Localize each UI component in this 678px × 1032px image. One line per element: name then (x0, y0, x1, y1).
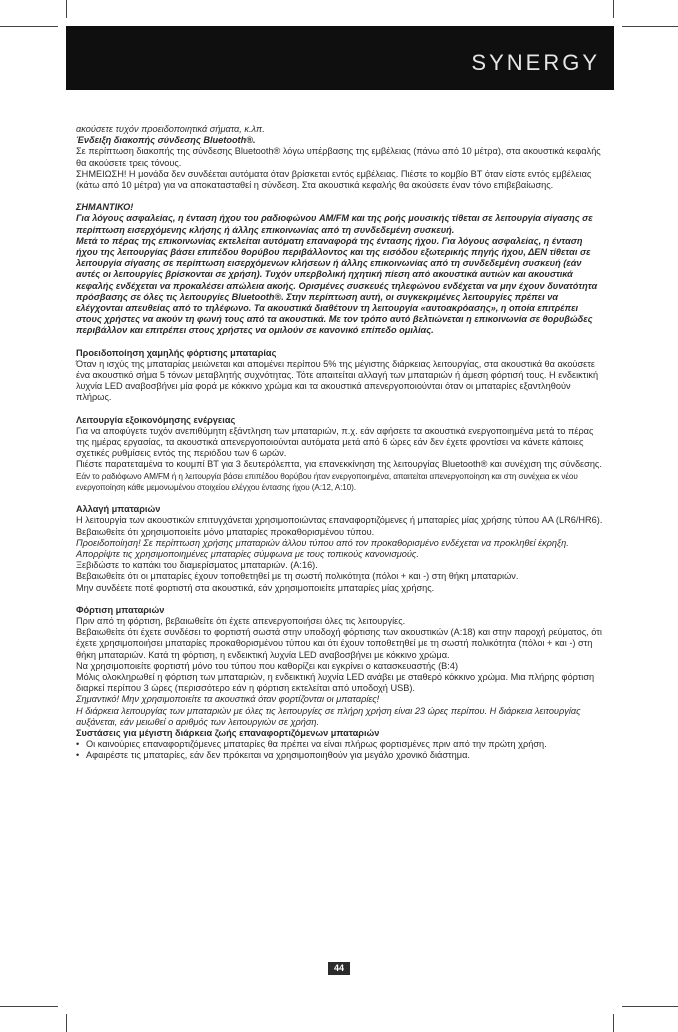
intro-heading: Ένδειξη διακοπής σύνδεσης Bluetooth®. (76, 135, 256, 146)
crop-mark (613, 1014, 614, 1032)
crop-mark (0, 1006, 58, 1007)
section-paragraph: Πιέστε παρατεταμένα το κουμπί BT για 3 δευτερόλεπτα, για επανεκκίνηση της λειτουργίας Bluetooth® και συνέχιση της σύνδεσης. (76, 459, 602, 470)
section-paragraph: Όταν η ισχύς της μπαταρίας μειώνεται και απομένει περίπου 5% της μέγιστης διάρκειας λειτουργίας, στα ακουστικά θα ακούσετε ένα ακουστικό σήμα 5 τόνων μεταβλητής συχνότητας. Τότε απαιτείται αλλαγή των μπαταριών ή άμεση φόρτισή τους. Η ενδεικτική λυχνία LED αναβοσβήνει μία φορά με κόκκινο χρώμα και τα ακουστικά απενεργοποιούνται όταν οι μπαταρίες εξαντληθούν πλήρως. (76, 358, 599, 403)
section-title: Λειτουργία εξοικονόμησης ενέργειας (76, 414, 236, 425)
section-paragraph: Πριν από τη φόρτιση, βεβαιωθείτε ότι έχετε απενεργοποιήσει όλες τις λειτουργίες. (76, 615, 406, 626)
section-paragraph: Μην συνδέετε ποτέ φορτιστή στα ακουστικά, εάν χρησιμοποιείτε μπαταρίες μίας χρήσης. (76, 582, 435, 593)
crop-mark (66, 0, 67, 18)
crop-mark (613, 0, 614, 18)
tips-title: Συστάσεις για μέγιστη διάρκεια ζωής επαναφορτιζόμενων μπαταριών (76, 727, 380, 738)
important-paragraph: Μετά το πέρας της επικοινωνίας εκτελείται αυτόματη επαναφορά της έντασης ήχου. Για λόγους ασφαλείας, η ένταση ήχου της λειτουργίας βάσει επιπέδου θορύβου περιβάλλοντος και της εισόδου εξωτερικής πηγής ήχου, ΔΕΝ τίθεται σε λειτουργία σίγασης σε περίπτωση εισερχόμενων κλήσεων ή άλλης επικοινωνίας από τη συνδεδεμένη συσκευή (εάν αυτές οι λειτουργίες βρίσκονται σε χρήση). Τυχόν υπερβολική ηχητική πίεση από ακουστικά αυτιών και ακουστικά κεφαλής ενδέχεται να προκαλέσει απώλεια ακοής. Ορισμένες συσκευές τηλεφώνου ενδέχεται να μην έχουν δυνατότητα πρόσβασης σε όλες τις λειτουργίες Bluetooth®. Στην περίπτωση αυτή, οι συγκεκριμένες λειτουργίες πρέπει να ελέγχονται απευθείας από το τηλέφωνο. Τα ακουστικά διαθέτουν τη λειτουργία «αυτοακρόασης», η οποία επιτρέπει στους χρήστες να ακούν τη φωνή τους από τα ακουστικά. Με τον τρόπο αυτό βελτιώνεται η επικοινωνία σε θορυβώδες περιβάλλον και επιτρέπει στους χρήστες να ομιλούν σε κανονικό επίπεδο ομιλίας. (76, 235, 598, 336)
section-title: Φόρτιση μπαταριών (76, 604, 165, 615)
bullet-icon: • (76, 750, 80, 761)
section-paragraph: Ξεβιδώστε το καπάκι του διαμερίσματος μπαταριών. (A:16). (76, 560, 318, 571)
crop-mark (622, 1006, 678, 1007)
list-item: • Οι καινούριες επαναφορτιζόμενες μπαταρίες θα πρέπει να είναι πλήρως φορτισμένες πριν από την πρώτη χρήση. (76, 739, 547, 750)
crop-mark (622, 26, 678, 27)
page-number: 44 (328, 962, 350, 975)
important-paragraph: Για λόγους ασφαλείας, η ένταση ήχου του ραδιοφώνου AM/FM και της ροής μουσικής τίθεται σε λειτουργία σίγασης σε περίπτωση εισερχόμενης κλήσης ή άλλης επικοινωνίας από τη συνδεδεμένη συσκευή. (76, 213, 593, 235)
bullet-icon: • (76, 739, 80, 750)
intro-paragraph: Σε περίπτωση διακοπής της σύνδεσης Bluetooth® λόγω υπέρβασης της εμβέλειας (πάνω από 10 μέτρα), στα ακουστικά κεφαλής θα ακούσετε τρεις τόνους. (76, 146, 601, 168)
section-paragraph: Εάν το ραδιόφωνο AM/FM ή η λειτουργία βάσει επιπέδου θορύβου ήταν ενεργοποιημένα, απαιτείται απενεργοποίηση και στη συνέχεια εκ νέου ενεργοποίηση κάθε μεμονωμένου στοιχείου ελέγχου έντασης ήχου (A:12, A:10). (76, 471, 578, 492)
important-title: ΣΗΜΑΝΤΙΚΟ! (76, 202, 134, 213)
warning-paragraph: Σημαντικό! Μην χρησιμοποιείτε τα ακουστικά όταν φορτίζονται οι μπαταρίες! (76, 694, 380, 705)
manual-content (76, 124, 606, 762)
intro-note: ΣΗΜΕΙΩΣΗ! Η μονάδα δεν συνδέεται αυτόματα όταν βρίσκεται εντός εμβέλειας. Πιέστε το κομβίο BT όταν είστε εντός εμβέλειας (κάτω από 10 μέτρα) για να αποκατασταθεί η σύνδεση. Στα ακουστικά κεφαλής θα ακούσετε έναν τόνο επιβεβαίωσης. (76, 168, 592, 191)
list-item: • Αφαιρέστε τις μπαταρίες, εάν δεν πρόκειται να χρησιμοποιηθούν για μεγάλο χρονικό διάστημα. (76, 750, 470, 761)
section-title: Προειδοποίηση χαμηλής φόρτισης μπαταρίας (76, 347, 277, 358)
section-paragraph: Βεβαιωθείτε ότι οι μπαταρίες έχουν τοποθετηθεί με τη σωστή πολικότητα (πόλοι + και -) στη θήκη μπαταριών. (76, 571, 519, 582)
crop-mark (0, 26, 58, 27)
section-paragraph: Να χρησιμοποιείτε φορτιστή μόνο του τύπου που καθορίζει και εγκρίνει ο κατασκευαστής (B:4) (76, 660, 459, 671)
intro-line: ακούσετε τυχόν προειδοποιητικά σήματα, κ.λπ. (76, 124, 265, 134)
section-title: Αλλαγή μπαταριών (76, 504, 161, 515)
note-paragraph: Η διάρκεια λειτουργίας των μπαταριών με όλες τις λειτουργίες σε πλήρη χρήση είναι 23 ώρες περίπου. Η διάρκεια λειτουργίας αυξάνεται, εάν μειωθεί ο αριθμός των λειτουργιών σε χρήση. (76, 705, 581, 727)
section-paragraph: Για να αποφύγετε τυχόν ανεπιθύμητη εξάντληση των μπαταριών, π.χ. εάν αφήσετε τα ακουστικά ενεργοποιημένα μετά το πέρας της ημέρας εργασίας, τα ακουστικά απενεργοποιούνται αυτόματα μετά από 6 ώρες εάν δεν έχετε φροντίσει να κάνετε κάποιες σχετικές ρυθμίσεις εντός της περιόδου των 6 ωρών. (76, 425, 594, 459)
section-paragraph: Βεβαιωθείτε ότι έχετε συνδέσει το φορτιστή σωστά στην υποδοχή φόρτισης των ακουστικών (A:18) και στην παροχή ρεύματος, ότι έχετε χρησιμοποιήσει μπαταρίες προκαθορισμένου τύπου και ότι έχουν τοποθετηθεί με τη σωστή πολικότητα (πόλοι + και -) στη θήκη μπαταριών. Κατά τη φόρτιση, η ενδεικτική λυχνία LED αναβοσβήνει με κόκκινο χρώμα. (76, 627, 602, 660)
brand-logo: SYNERGY (471, 50, 600, 75)
warning-paragraph: Προειδοποίηση! Σε περίπτωση χρήσης μπαταριών άλλου τύπου από τον προκαθορισμένο ενδέχεται να προκληθεί έκρηξη. Απορρίψτε τις χρησιμοποιημένες μπαταρίες σύμφωνα με τους τοπικούς κανονισμούς. (76, 537, 569, 559)
section-paragraph: Μόλις ολοκληρωθεί η φόρτιση των μπαταριών, η ενδεικτική λυχνία LED ανάβει με σταθερό κόκκινο χρώμα. Μια πλήρης φόρτιση διαρκεί περίπου 3 ώρες (περισσότερο εάν η φόρτιση εκτελείται από υποδοχή USB). (76, 671, 595, 694)
section-paragraph: Η λειτουργία των ακουστικών επιτυγχάνεται χρησιμοποιώντας επαναφορτιζόμενες ή μπαταρίες μίας χρήσης τύπου AA (LR6/HR6). Βεβαιωθείτε ότι χρησιμοποιείτε μόνο μπαταρίες προκαθορισμένου τύπου. (76, 515, 603, 537)
header-bar (66, 26, 614, 90)
crop-mark (66, 1014, 67, 1032)
